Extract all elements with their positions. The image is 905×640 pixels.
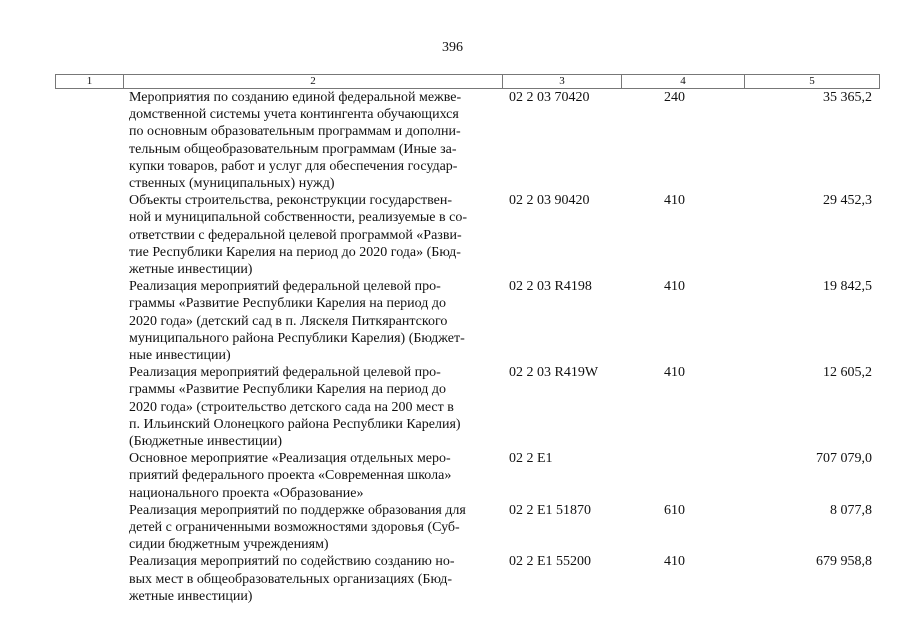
description-cell — [123, 89, 502, 192]
code-cell: 02 2 03 70420 — [509, 90, 590, 105]
amount-cell: 29 452,3 — [823, 193, 872, 209]
table-body — [55, 89, 880, 605]
amount-cell: 8 077,8 — [830, 502, 872, 518]
description-line: п. Ильинский Олонецкого района Республики Карелия) — [129, 416, 461, 432]
description-cell — [123, 502, 502, 554]
description-line: 2020 года» (строительство детского сада на 200 мест в — [129, 399, 454, 415]
description-cell — [123, 450, 502, 502]
row-number-cell — [55, 450, 123, 502]
amount-cell: 19 842,5 — [823, 279, 872, 295]
expense-type-cell: 410 — [664, 554, 685, 570]
description-line: Объекты строительства, реконструкции государствен- — [129, 193, 452, 209]
description-line: Мероприятия по созданию единой федеральной межве- — [129, 90, 462, 105]
row-number-cell — [55, 502, 123, 554]
description-line: граммы «Развитие Республики Карелия на период до — [129, 296, 447, 312]
header-col-3: 3 — [502, 75, 621, 88]
expense-type-cell: 410 — [664, 193, 685, 209]
description-line: граммы «Развитие Республики Карелия на период до — [129, 382, 447, 398]
description-line: муниципального района Республики Карелия) (Бюджет- — [129, 330, 465, 346]
code-cell: 02 2 03 R419W — [509, 365, 599, 381]
description-line: Основное мероприятие «Реализация отдельных меро- — [129, 451, 451, 467]
table-row — [55, 502, 880, 554]
description-cell — [123, 553, 502, 605]
code-cell: 02 2 03 90420 — [509, 193, 590, 209]
expense-type-cell: 410 — [664, 279, 685, 295]
expense-type-cell: 410 — [664, 365, 685, 381]
table-row — [55, 278, 880, 364]
code-cell: 02 2 E1 51870 — [509, 502, 592, 518]
table-row — [55, 364, 880, 450]
table-row — [55, 192, 880, 278]
table-row — [55, 89, 880, 192]
header-col-5: 5 — [744, 75, 880, 88]
description-line: Реализация мероприятий федеральной целевой про- — [129, 365, 441, 381]
description-line: жетные инвестиции) — [129, 262, 253, 278]
description-cell — [123, 278, 502, 364]
page-number: 396 — [442, 40, 463, 55]
row-number-cell — [55, 364, 123, 450]
description-line: тие Республики Карелия на период до 2020 года» (Бюд- — [129, 244, 461, 260]
description-line: ные инвестиции) — [129, 348, 231, 364]
row-number-cell — [55, 89, 123, 192]
expense-type-cell: 240 — [664, 90, 685, 105]
description-line: купки товаров, работ и услуг для обеспечения государ- — [129, 158, 458, 174]
description-line: 2020 года» (детский сад в п. Ляскеля Питкярантского — [129, 313, 448, 329]
amount-cell: 35 365,2 — [823, 90, 872, 105]
description-line: сидии бюджетным учреждениям) — [129, 537, 329, 553]
description-line: приятий федерального проекта «Современная школа» — [129, 468, 452, 484]
code-cell: 02 2 03 R4198 — [509, 279, 592, 295]
row-number-cell — [55, 278, 123, 364]
code-cell: 02 2 E1 — [509, 451, 553, 467]
header-col-2: 2 — [123, 75, 502, 88]
header-col-1: 1 — [55, 75, 123, 88]
amount-cell: 12 605,2 — [823, 365, 872, 381]
code-cell: 02 2 E1 55200 — [509, 554, 592, 570]
description-cell — [123, 192, 502, 278]
expense-type-cell — [621, 450, 744, 502]
description-line: тельным общеобразовательным программам (Иные за- — [129, 141, 457, 157]
row-number-cell — [55, 553, 123, 605]
header-col-4: 4 — [621, 75, 744, 88]
description-line: ственных (муниципальных) нужд) — [129, 176, 335, 192]
expense-type-cell: 610 — [664, 502, 685, 518]
description-line: ной и муниципальной собственности, реализуемые в со- — [129, 210, 467, 226]
description-line: Реализация мероприятий по содействию созданию но- — [129, 554, 455, 570]
description-line: национального проекта «Образование» — [129, 485, 364, 501]
description-line: домственной системы учета контингента обучающихся — [129, 107, 459, 123]
description-line: (Бюджетные инвестиции) — [129, 434, 283, 450]
description-line: жетные инвестиции) — [129, 588, 253, 604]
row-number-cell — [55, 192, 123, 278]
description-line: Реализация мероприятий федеральной целевой про- — [129, 279, 441, 295]
description-line: вых мест в общеобразовательных организациях (Бюд- — [129, 571, 453, 587]
table-header — [55, 74, 880, 89]
table-row — [55, 553, 880, 605]
table-row — [55, 450, 880, 502]
amount-cell: 707 079,0 — [816, 451, 872, 467]
description-cell — [123, 364, 502, 450]
description-line: ответствии с федеральной целевой программой «Разви- — [129, 227, 462, 243]
description-line: Реализация мероприятий по поддержке образования для — [129, 502, 466, 518]
amount-cell: 679 958,8 — [816, 554, 872, 570]
description-line: по основным образовательным программам и дополни- — [129, 124, 461, 140]
description-line: детей с ограниченными возможностями здоровья (Суб- — [129, 520, 460, 536]
